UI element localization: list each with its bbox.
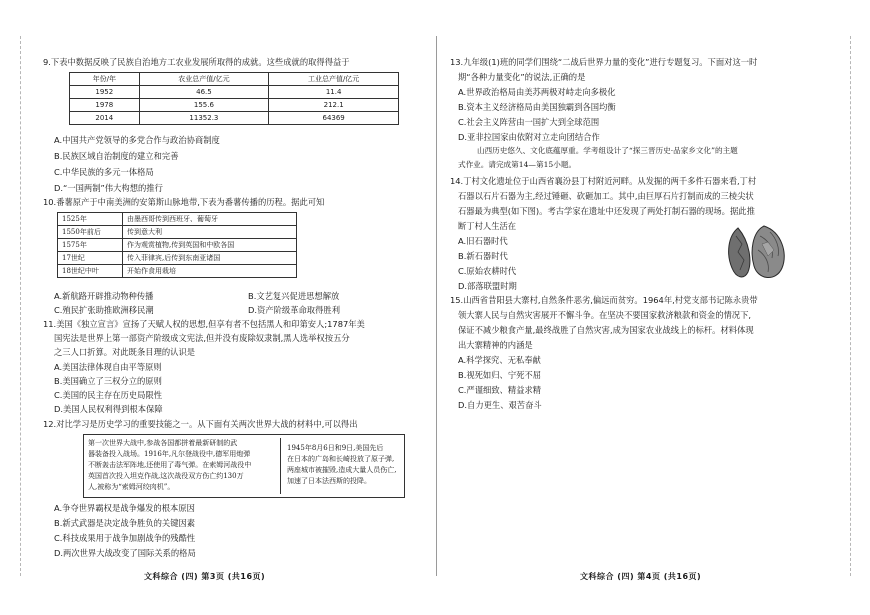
q10-table bbox=[57, 212, 297, 278]
q11-option-a: A.美国法律体现自由平等原则 bbox=[54, 362, 162, 372]
table-row: 17世纪 传入菲律宾,后传到东南亚诸国 bbox=[58, 252, 297, 265]
q9-option-c: C.中华民族的多元一体格局 bbox=[54, 167, 154, 177]
q9-table bbox=[69, 72, 399, 125]
table-row: 1952 46.5 11.4 bbox=[70, 86, 399, 99]
q12-stem: 12.对比学习是历史学习的重要技能之一。从下面有关两次世界大战的材料中,可以得出 bbox=[43, 419, 358, 429]
table-row: 1575年 作为观赏植物,传到英国和中欧各国 bbox=[58, 239, 297, 252]
q9-option-d: D.“一国两制”伟大构想的推行 bbox=[54, 183, 163, 193]
q10-option-b: B.文艺复兴促进思想解放 bbox=[248, 291, 340, 301]
page-3 bbox=[0, 0, 432, 615]
stone-tool-image bbox=[724, 222, 790, 284]
q10-option-a: A.新航路开辟推动物种传播 bbox=[54, 291, 154, 301]
page-divider bbox=[436, 36, 437, 576]
q12-option-a: A.争夺世界霸权是战争爆发的根本原因 bbox=[54, 503, 195, 513]
q11-line-1: 11.美国《独立宣言》宣扬了天赋人权的思想,但享有者不包括黑人和印第安人;1787年美 bbox=[43, 319, 365, 329]
q15-option-c: C.严谨细致、精益求精 bbox=[458, 385, 542, 395]
q9-option-a: A.中国共产党领导的多党合作与政治协商制度 bbox=[54, 135, 220, 145]
table-row: 1525年 由墨西哥传到西班牙、葡萄牙 bbox=[58, 213, 297, 226]
q9-header-year: 年份/年 bbox=[70, 73, 140, 86]
q15-line-2: 领大寨人民与自然灾害展开不懈斗争。在坚决不要国家救济粮款和资金的情况下, bbox=[458, 310, 752, 320]
q12-material-box bbox=[83, 434, 405, 498]
footer-page-4: 文科综合 (四) 第4页 (共16页) bbox=[580, 572, 702, 581]
q11-option-b: B.美国确立了三权分立的原则 bbox=[54, 376, 162, 386]
q14-option-b: B.新石器时代 bbox=[458, 251, 508, 261]
q10-stem: 10.番薯原产于中南美洲的安第斯山脉地带,下表为番薯传播的历程。据此可知 bbox=[43, 197, 325, 207]
q11-line-2: 国宪法是世界上第一部资产阶级成文宪法,但并没有废除奴隶制,黑人选举权按五分 bbox=[54, 333, 350, 343]
q14-line-1: 14.丁村文化遗址位于山西省襄汾县丁村附近河畔。从发掘的两千多件石器来看,丁村 bbox=[450, 176, 757, 186]
q12-option-c: C.科技成果用于战争加剧战争的残酷性 bbox=[54, 533, 196, 543]
table-row: 1978 155.6 212.1 bbox=[70, 99, 399, 112]
q9-header-agri: 农业总产值/亿元 bbox=[139, 73, 269, 86]
footer-page-3: 文科综合 (四) 第3页 (共16页) bbox=[144, 572, 266, 581]
q12-option-b: B.新式武器是决定战争胜负的关键因素 bbox=[54, 518, 196, 528]
q9-stem: 9.下表中数据反映了民族自治地方工农业发展所取得的成就。这些成就的取得得益于 bbox=[43, 57, 350, 67]
q13-line-2: 期“各种力量变化”的说法,正确的是 bbox=[458, 72, 586, 82]
q15-line-4: 出大寨精神的内涵是 bbox=[458, 340, 533, 350]
q14-option-d: D.部落联盟时期 bbox=[458, 281, 517, 291]
q11-option-d: D.美国人民权利得到根本保障 bbox=[54, 404, 163, 414]
q10-option-c: C.殖民扩张助推欧洲移民潮 bbox=[54, 305, 154, 315]
page-4 bbox=[440, 0, 870, 615]
q15-option-b: B.视死如归、宁死不屈 bbox=[458, 370, 542, 380]
q13-option-c: C.社会主义阵营由一国扩大到全球范围 bbox=[458, 117, 600, 127]
table-row: 1550年前后 传到意大利 bbox=[58, 226, 297, 239]
q15-option-d: D.自力更生、艰苦奋斗 bbox=[458, 400, 542, 410]
q15-line-3: 保证不减少粮食产量,最终战胜了自然灾害,成为国家农业战线上的标杆。材料体现 bbox=[458, 325, 754, 335]
q14-option-c: C.原始农耕时代 bbox=[458, 266, 517, 276]
q10-option-d: D.资产阶级革命取得胜利 bbox=[248, 305, 340, 315]
q14-line-2: 石器以石片石器为主,经过锤砸、砍砸加工。其中,由巨厚石片打制而成的三棱尖状 bbox=[458, 191, 754, 201]
topic-note-line-2: 式作业。请完成第14—第15小题。 bbox=[458, 160, 577, 169]
q13-option-b: B.资本主义经济格局由美国独霸到各国均衡 bbox=[458, 102, 616, 112]
q13-option-d: D.亚非拉国家由依附对立走向团结合作 bbox=[458, 132, 600, 142]
table-row: 18世纪中叶 开始作食用栽培 bbox=[58, 265, 297, 278]
topic-note-line-1: 山西历史悠久、文化底蕴厚重。学考组设计了“探三晋历史·品家乡文化”的主题 bbox=[477, 146, 738, 155]
q12-material-ww2: 1945年8月6日和9日,美国先后 在日本的广岛和长崎投放了原子弹, 两座城市被摧毁,造成大量人员伤亡, 加速了日本法西斯的投降。 bbox=[287, 444, 397, 485]
table-row: 2014 11352.3 64369 bbox=[70, 112, 399, 125]
q15-line-1: 15.山西省昔阳县大寨村,自然条件恶劣,偏远而贫穷。1964年,村党支部书记陈永贵带 bbox=[450, 295, 758, 305]
q9-header-ind: 工业总产值/亿元 bbox=[269, 73, 399, 86]
q13-option-a: A.世界政治格局由美苏两极对峙走向多极化 bbox=[458, 87, 616, 97]
q14-line-3: 石器最为典型(如下图)。考古学家在遗址中还发现了两处打制石器的现场。据此推 bbox=[458, 206, 755, 216]
q14-option-a: A.旧石器时代 bbox=[458, 236, 508, 246]
q11-line-3: 之三人口折算。对此既条目理的认识是 bbox=[54, 347, 196, 357]
q11-option-c: C.美国的民主存在历史局限性 bbox=[54, 390, 162, 400]
q12-option-d: D.两次世界大战改变了国际关系的格局 bbox=[54, 548, 196, 558]
q14-line-4: 断丁村人生活在 bbox=[458, 221, 517, 231]
q9-option-b: B.民族区域自治制度的建立和完善 bbox=[54, 151, 179, 161]
q15-option-a: A.科学探究、无私奉献 bbox=[458, 355, 541, 365]
q12-material-ww1: 第一次世界大战中,参战各国都拼着最新研制的武 器装备投入战场。1916年,凡尔登战役中,德军用炮弹 不断轰击法军阵地,还使用了毒气弹。在索姆河战役中 英国首次投入坦克作战,这次战役双方伤亡约130万 人,被称为“索姆河绞肉机”。 bbox=[88, 439, 252, 491]
q13-line-1: 13.九年级(1)班的同学们围绕“二战后世界力量的变化”进行专题复习。下面对这一时 bbox=[450, 57, 758, 67]
